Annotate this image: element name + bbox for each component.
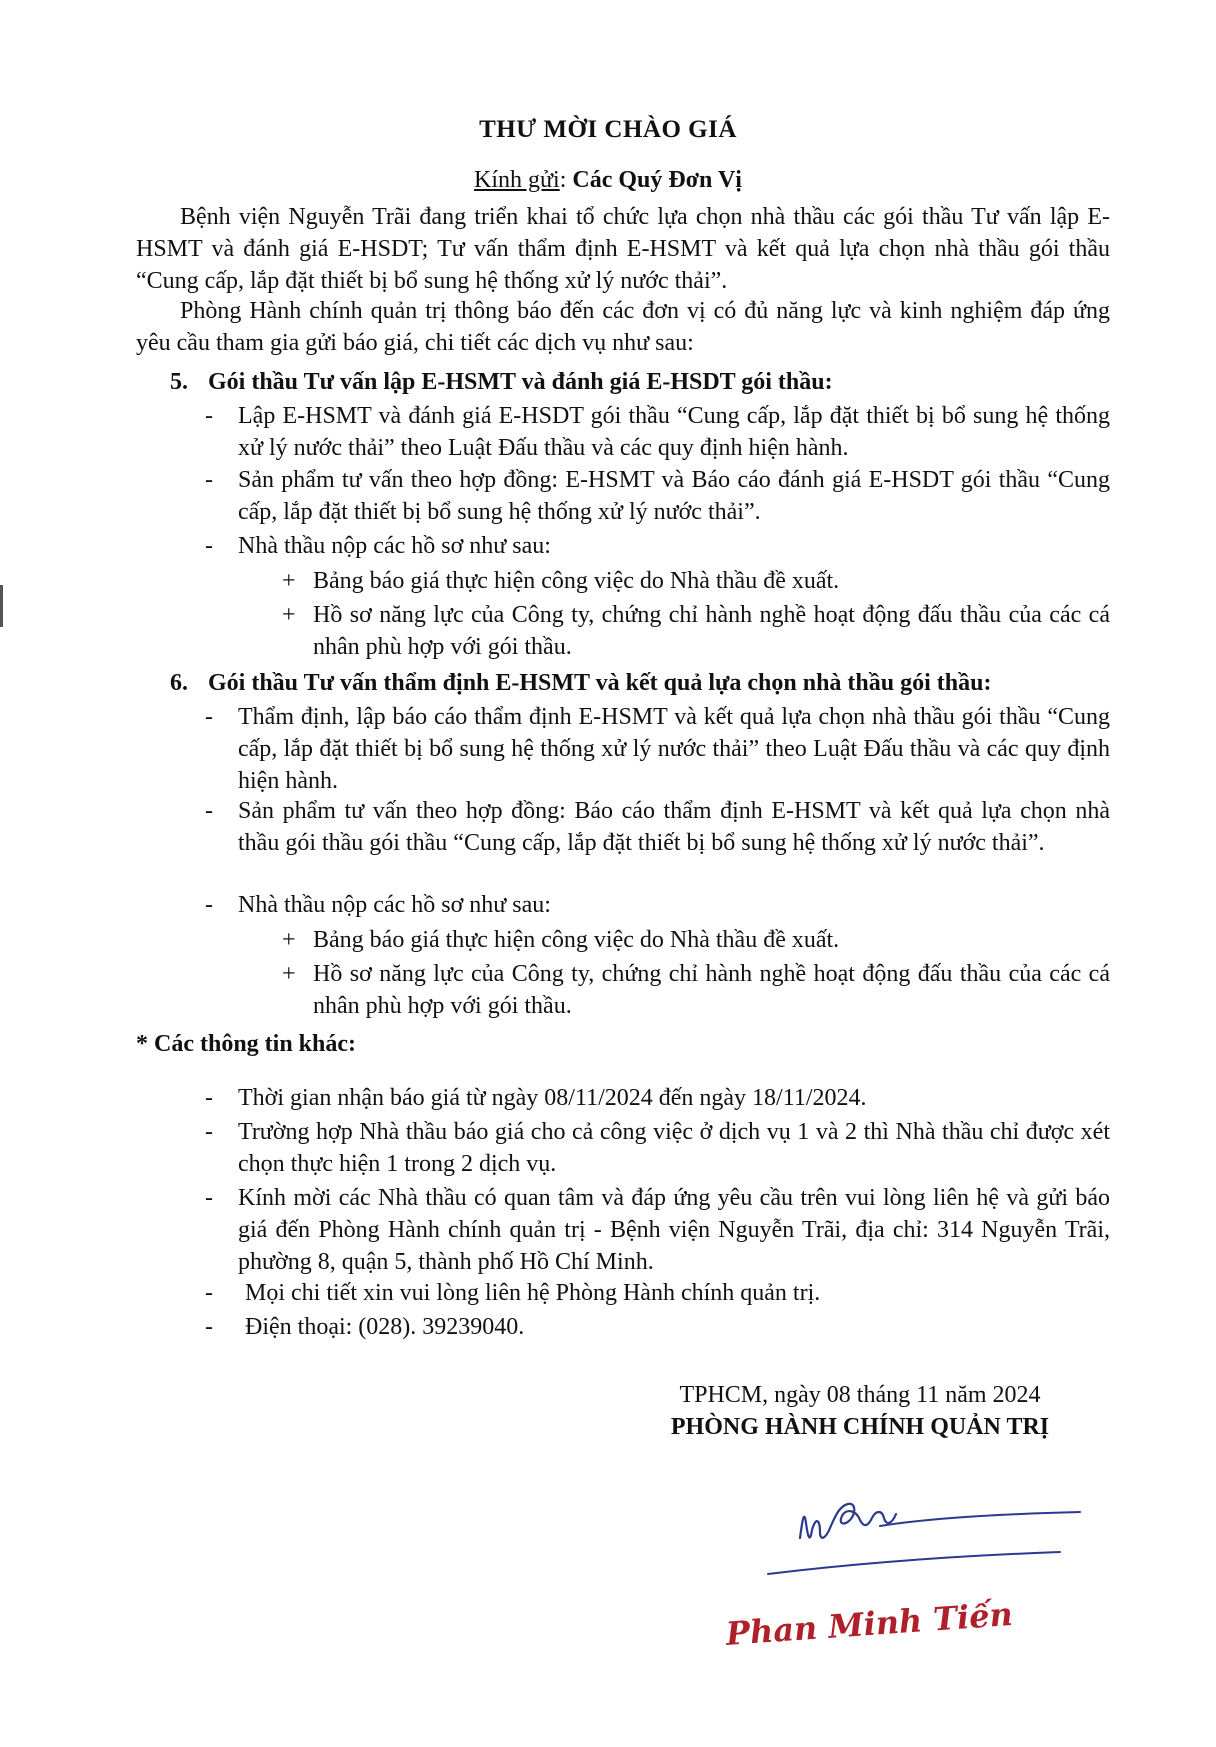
- document-title: THƯ MỜI CHÀO GIÁ: [479, 116, 737, 143]
- section-6-subitem-2: [282, 958, 1110, 1022]
- other-info-item-3: [205, 1182, 1110, 1278]
- plus-marker: +: [282, 927, 296, 953]
- section-5-item-2: [205, 464, 1110, 528]
- other-info-item-5-text: Điện thoại: (028). 39239040.: [245, 1314, 525, 1340]
- intro-paragraph-2: Phòng Hành chính quản trị thông báo đến các đơn vị có đủ năng lực và kinh nghiệm đáp ứng yêu cầu tham gia gửi báo giá, chi tiết các dịch vụ như sau:: [136, 298, 1110, 356]
- dash-marker: -: [205, 704, 213, 730]
- intro-paragraph-1: Bệnh viện Nguyễn Trãi đang triển khai tổ chức lựa chọn nhà thầu các gói thầu Tư vấn lập E-HSMT và đánh giá E-HSDT; Tư vấn thẩm định E-HSMT và kết quả lựa chọn nhà thầu gói thầu “Cung cấp, lắp đặt thiết bị bổ sung hệ thống xử lý nước thải”.: [136, 204, 1110, 294]
- plus-marker: +: [282, 602, 296, 628]
- other-info-item-2-text: Trường hợp Nhà thầu báo giá cho cả công việc ở dịch vụ 1 và 2 thì Nhà thầu chỉ được xét chọn thực hiện 1 trong 2 dịch vụ.: [238, 1119, 1110, 1177]
- section-5-number: 5.: [170, 369, 188, 395]
- section-5-item-1: [205, 400, 1110, 464]
- salutation-prefix: Kính gửi: [474, 167, 560, 193]
- signature-date: TPHCM, ngày 08 tháng 11 năm 2024: [679, 1382, 1041, 1408]
- section-6-number: 6.: [170, 670, 188, 696]
- section-5-item-1-text: Lập E-HSMT và đánh giá E-HSDT gói thầu “Cung cấp, lắp đặt thiết bị bổ sung hệ thống xử lý nước thải” theo Luật Đấu thầu và các quy định hiện hành.: [238, 403, 1110, 461]
- other-info-item-2: [205, 1116, 1110, 1180]
- section-5-heading: Gói thầu Tư vấn lập E-HSMT và đánh giá E-HSDT gói thầu:: [208, 369, 833, 395]
- section-5-subitem-2: [282, 599, 1110, 663]
- dash-marker: -: [205, 1280, 213, 1306]
- section-5-item-3-text: Nhà thầu nộp các hồ sơ như sau:: [238, 533, 551, 559]
- other-info-heading: * Các thông tin khác:: [136, 1031, 357, 1057]
- other-info-item-1: [205, 1082, 1110, 1114]
- dash-marker: -: [205, 1085, 213, 1111]
- section-6-subitem-1-text: Bảng báo giá thực hiện công việc do Nhà thầu đề xuất.: [313, 927, 840, 953]
- scan-edge-mark: [0, 585, 3, 627]
- dash-marker: -: [205, 892, 213, 918]
- signature-department: PHÒNG HÀNH CHÍNH QUẢN TRỊ: [670, 1414, 1050, 1440]
- dash-marker: -: [205, 467, 213, 493]
- salutation: [0, 167, 1216, 194]
- dash-marker: -: [205, 403, 213, 429]
- other-info-item-4-text: Mọi chi tiết xin vui lòng liên hệ Phòng Hành chính quản trị.: [245, 1280, 821, 1306]
- section-5-item-2-text: Sản phẩm tư vấn theo hợp đồng: E-HSMT và Báo cáo đánh giá E-HSDT gói thầu “Cung cấp, lắp đặt thiết bị bổ sung hệ thống xử lý nước thải”.: [238, 467, 1110, 525]
- section-6-item-1: [205, 701, 1110, 797]
- other-info-item-3-text: Kính mời các Nhà thầu có quan tâm và đáp ứng yêu cầu trên vui lòng liên hệ và gửi báo giá đến Phòng Hành chính quản trị - Bệnh viện Nguyễn Trãi, địa chỉ: 314 Nguyễn Trãi, phường 8, quận 5, thành phố Hồ Chí Minh.: [238, 1185, 1110, 1275]
- other-info-item-4: [205, 1277, 1110, 1309]
- section-5-item-3: [205, 530, 1110, 562]
- salutation-separator: :: [559, 167, 573, 193]
- section-5-subitem-1-text: Bảng báo giá thực hiện công việc do Nhà thầu đề xuất.: [313, 568, 840, 594]
- section-5-subitem-1: [282, 565, 1110, 597]
- plus-marker: +: [282, 568, 296, 594]
- salutation-recipient: Các Quý Đơn Vị: [572, 167, 742, 193]
- signer-name: Phan Minh Tiến: [724, 1595, 1014, 1653]
- dash-marker: -: [205, 798, 213, 824]
- section-6-subitem-2-text: Hồ sơ năng lực của Công ty, chứng chỉ hành nghề hoạt động đấu thầu của các cá nhân phù hợp với gói thầu.: [313, 961, 1110, 1019]
- section-6-item-3-text: Nhà thầu nộp các hồ sơ như sau:: [238, 892, 551, 918]
- plus-marker: +: [282, 961, 296, 987]
- section-6-heading: Gói thầu Tư vấn thẩm định E-HSMT và kết quả lựa chọn nhà thầu gói thầu:: [208, 670, 992, 696]
- dash-marker: -: [205, 1185, 213, 1211]
- other-info-item-5: [205, 1311, 1110, 1343]
- dash-marker: -: [205, 533, 213, 559]
- section-6-item-1-text: Thẩm định, lập báo cáo thẩm định E-HSMT và kết quả lựa chọn nhà thầu gói thầu “Cung cấp, lắp đặt thiết bị bổ sung hệ thống xử lý nước thải” theo Luật Đấu thầu và các quy định hiện hành.: [238, 704, 1110, 794]
- section-5-subitem-2-text: Hồ sơ năng lực của Công ty, chứng chỉ hành nghề hoạt động đấu thầu của các cá nhân phù hợp với gói thầu.: [313, 602, 1110, 660]
- other-info-item-1-text: Thời gian nhận báo giá từ ngày 08/11/2024 đến ngày 18/11/2024.: [238, 1085, 867, 1111]
- section-6-subitem-1: [282, 924, 1110, 956]
- dash-marker: -: [205, 1119, 213, 1145]
- section-6-item-2-text: Sản phẩm tư vấn theo hợp đồng: Báo cáo thẩm định E-HSMT và kết quả lựa chọn nhà thầu gói thầu gói thầu “Cung cấp, lắp đặt thiết bị bổ sung hệ thống xử lý nước thải”.: [238, 798, 1110, 856]
- section-6-item-2: [205, 795, 1110, 891]
- handwritten-signature: [760, 1468, 1100, 1588]
- dash-marker: -: [205, 1314, 213, 1340]
- section-6-item-3: [205, 889, 1110, 921]
